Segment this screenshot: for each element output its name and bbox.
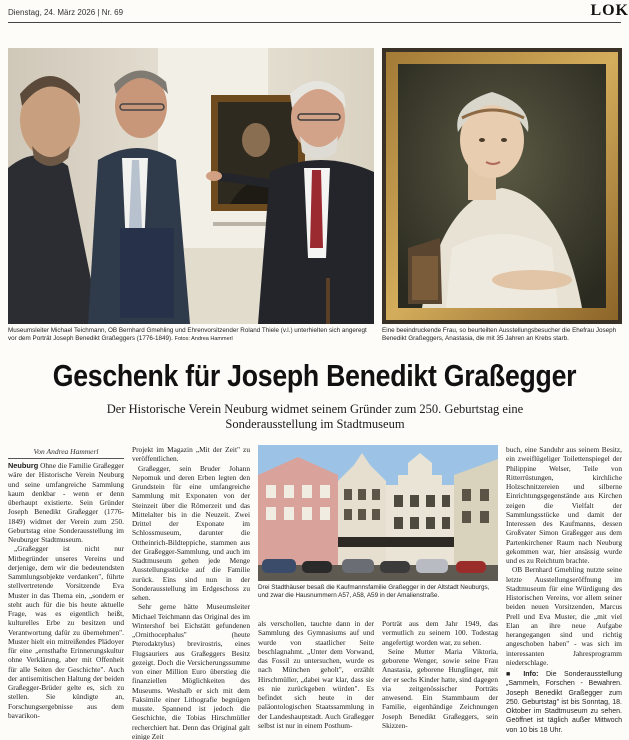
text-column-3 [258,619,374,730]
text-column-5 [506,445,622,735]
paragraph: OB Bernhard Gmehling nutzte seine letzte Ausstellungseröffnung im Stadtmuseum für eine Würdigung des Historischen Vereins, vor allem seiner beiden neuen Vorsitzenden, Marcus Prell und Eva Muster, die „mit viel Elan an ihre neue Aufgabe herangegangen sind und richtig angeschoben haben" - was sich im interessanten Jahresprogramm niederschlage. [506,565,622,667]
info-label: Info: [523,671,539,678]
info-box [506,670,622,735]
byline-rule [8,458,124,459]
paragraph: Sehr gerne hätte Museumsleiter Michael Teichmann das Original des im Wintershof bei Eichstätt gefundenen „Ornithocephalus" (heute Pterodaktylus) brevirostris, eines Flugsauriers aus Graßeggers Besitz gezeigt. Doch die Versicherungssumme von einer Million Euro überstieg die finanziellen Möglichkeiten des Museums. Weshalb er sich mit dem Faksimile einer Lithografie begnügen musste. Spannend ist jedoch die Geschichte, die Tobias Hirschmüller recherchiert hat. Denn das Original galt einige Zeit [132,602,250,740]
issue-date: Dienstag, 24. März 2026 [8,8,96,17]
paragraph: buch, eine Sanduhr aus seinem Besitz, ein zweiflügeliger Toilettenspiegel der Philippine Welser, Teile von Ritterrüstungen, kirchliche Holzschnitzereien und silberne Einrichtungsgegenstände aus Kirchen zeigen die Vielfalt der Sammlungsstücke und damit der Interessen des Kaufmanns, dessen Großvater Simon Graßegger aus dem Partenkirchener Raum nach Neuburg gekommen war, hier ansässig wurde und es zu Reichtum brachte. [506,445,622,565]
lead-paragraph [8,461,124,544]
paragraph: Projekt im Magazin „Mit der Zeit" zu veröffentlichen. [132,445,250,464]
paragraph: Ohne die Familie Graßegger wäre der Historische Verein Neuburg und seine umfangreiche Sammlung kaum denkbar - wenn er denn überhaupt existierte. Sein Gründer Joseph Benedikt Graßegger (1776-1849) widmet der Verein zum 250. Geburtstag eine Sonderausstellung im Neuburger Stadtmuseum. [8,461,124,544]
photo-portrait-anastasia [382,48,622,324]
page-number: Nr. 69 [101,8,124,17]
photo-townhouses [258,445,498,581]
article-headline: Geschenk für Joseph Benedikt Graßegger [52,358,577,393]
paragraph: Seine Mutter Maria Viktoria, geborene Wenger, sowie seine Frau Anastasia, geborene Hunglinger, mit der er sechs Kinder hatte, sind dagegen via zeitgenössischer Porträts anwesend. Ein Stammbaum der Familie, eigenhändige Zeichnungen Joseph Benedikt Graßeggers, sein Skizzen- [382,646,498,730]
photo-museum-visitors [8,48,374,324]
text-column-2 [132,445,250,740]
paragraph: als verschollen, tauchte dann in der Sammlung des Gymnasiums auf und wurde von staatlicher Seite beschlagnahmt. „Unter dem Vorwand, das Fossil zu untersuchen, wurde es nach München geholt", erzählt Hirschmüller, „dabei war klar, dass sie es nie zurückgeben würden". Es befindet sich heute in der paläontologischen Staatssammlung in der Landeshauptstadt. Auch Graßegger selbst ist nur in einem Posthum- [258,619,374,730]
caption-left-text: Museumsleiter Michael Teichmann, OB Bernhard Gmehling und Ehrenvorsitzender Roland Thiele (v.l.) unterhielten sich angeregt vor dem Porträt Joseph Benedikt Graßeggers (1776-1849). [8,327,367,343]
text-column-1 [8,461,124,720]
page-header [8,2,629,22]
header-rule [8,22,621,23]
article-subline: Der Historische Verein Neuburg widmet seinem Gründer zum 250. Geburtstag eine Sonderausstellung im Stadtmuseum [106,402,524,431]
issue-meta: Dienstag, 24. März 2026 | Nr. 69 [8,8,124,17]
section-title: LOK [590,2,629,19]
paragraph: Graßegger, sein Bruder Johann Nepomuk und deren Erben legten den Grundstein für eine umfangreiche Sammlung mit Exponaten von der Steinzeit über die Römerzeit und das Mittelalter bis in die Neuzeit. Zwei Drittel der Exponate im Schlossmuseum, darunter die Ottheinrich-Bildteppiche, stammen aus der Graßegger-Sammlung, und auch im Stadtmuseum gehen jede Menge Ausstellungsstücke auf die Familie zurück. Eins sind nun in der Sonderausstellung im Erdgeschoss zu sehen. [132,463,250,602]
dateline: Neuburg [8,461,39,470]
caption-right-photo: Eine beeindruckende Frau, so beurteilten Ausstellungsbesucher die Ehefrau Joseph Benedikt Graßeggers, Anastasia, die mit 35 Jahren an Krebs starb. [382,327,617,343]
paragraph: Porträt aus dem Jahr 1949, das vermutlich zu seinem 100. Todestag angefertigt worden war, zu sehen. [382,619,498,647]
paragraph: „Graßegger ist nicht nur Mitbegründer unseres Vereins und derjenige, dem wir die bedeutendsten Sammlungsobjekte verdanken", führte stellvertretende Vorsitzende Eva Muster in das Thema ein, „sondern er steht auch für die bis heute aktuelle Frage, was es eigentlich heißt, kulturelles Erbe zu besitzen und Verantwortung dafür zu übernehmen". Muster hielt ein mitreißendes Plädoyer für eine „ernsthafte Erinnerungskultur ohne Verklärung, aber mit Offenheit für alle Seiten der Geschichte". Auch der antisemitischen Haltung der beiden Graßegger-Brüder gelte es, sich zu stellen. Sie kündigte an, Forschungsergebnisse aus dem bavarikon- [8,544,124,720]
info-icon: ■ [506,671,516,678]
photo-credit: Fotos: Andrea Hammerl [174,336,233,343]
info-text: Die Sonderausstellung „Sammeln, Forschen - Bewahren. Joseph Benedikt Graßegger zum 250. Geburtstag" ist bis Sonntag, 18. Oktober im Stadtmuseum zu sehen. Geöffnet ist täglich außer Mittwoch von 10 bis 18 Uhr. [506,671,622,734]
caption-middle-photo: Drei Stadthäuser besaß die Kaufmannsfamilie Graßegger in der Altstadt Neuburgs, und zwar die Hausnummern A57, A58, A59 in der Amalienstraße. [258,584,490,600]
byline: Von Andrea Hammerl [33,447,99,456]
caption-left-photo [8,327,374,343]
text-column-4 [382,619,498,730]
